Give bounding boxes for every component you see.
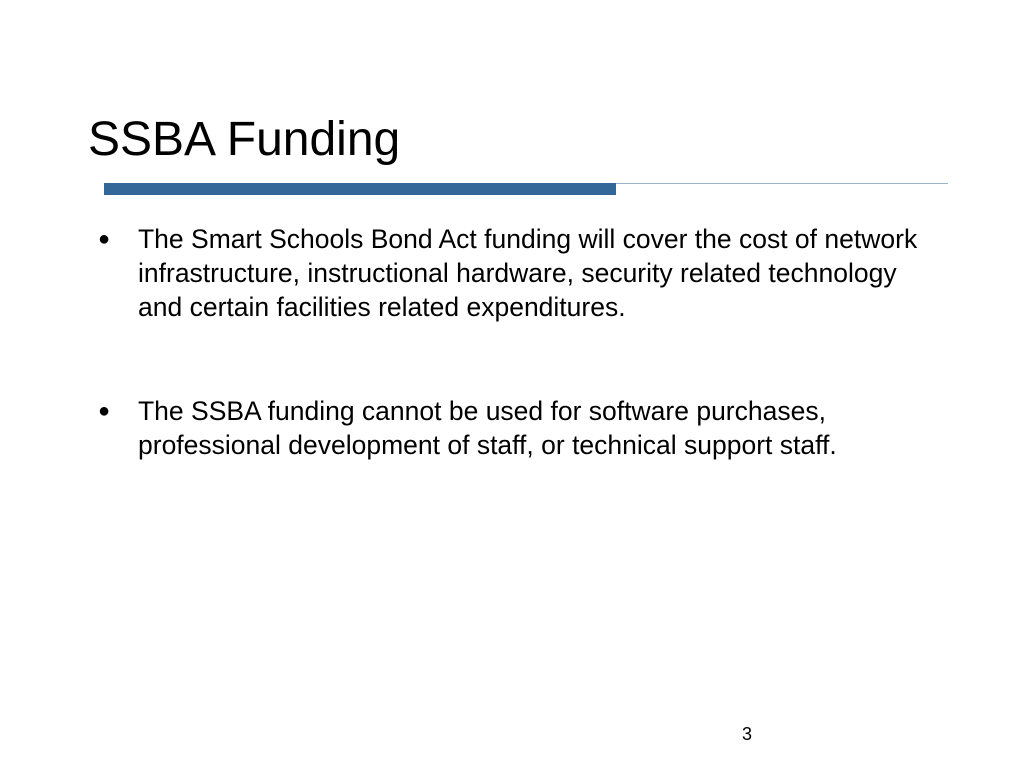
title-underline-thin — [616, 183, 948, 184]
title-underline — [104, 182, 948, 194]
bullet-item — [98, 394, 948, 462]
slide-title: SSBA Funding — [88, 113, 401, 166]
bullet-text: The Smart Schools Bond Act funding will cover the cost of network infrastructure, instructional hardware, security related technology and certain facilities related expenditures. — [138, 224, 918, 322]
bullet-item — [98, 222, 948, 324]
bullet-dot-icon: ● — [98, 400, 111, 422]
bullet-text: The SSBA funding cannot be used for software purchases, professional development of staff, or technical support staff. — [138, 396, 837, 460]
page-number: 3 — [742, 724, 753, 744]
bullet-dot-icon: ● — [98, 228, 111, 250]
title-underline-thick — [104, 183, 616, 195]
bullet-list — [98, 222, 948, 532]
